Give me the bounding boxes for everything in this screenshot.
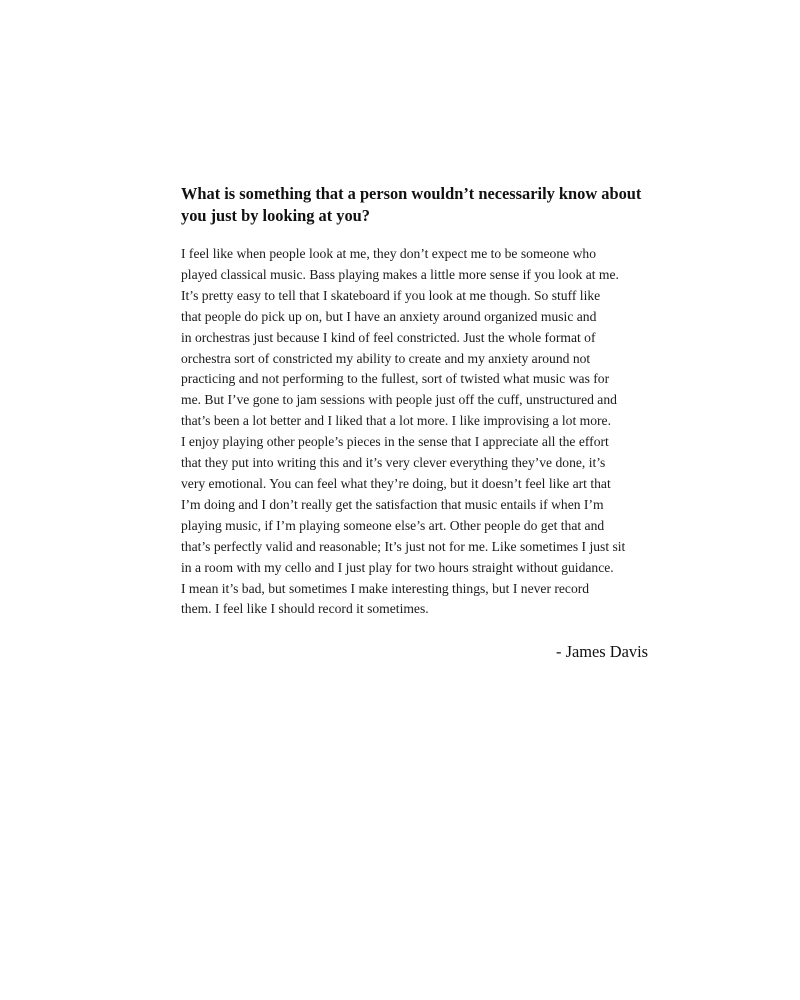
answer-line: them. I feel like I should record it sometimes.	[181, 601, 429, 617]
answer-line: I enjoy playing other people’s pieces in the sense that I appreciate all the effort	[181, 434, 609, 450]
answer-line: practicing and not performing to the fullest, sort of twisted what music was for	[181, 371, 610, 387]
answer-line: I feel like when people look at me, they don’t expect me to be someone who	[181, 246, 596, 261]
answer-line: that people do pick up on, but I have an anxiety around organized music and	[181, 308, 597, 324]
answer-line: I’m doing and I don’t really get the satisfaction that music entails if when I’m	[181, 496, 604, 512]
answer-line: that they put into writing this and it’s very clever everything they’ve done, it’s	[181, 455, 606, 471]
interview-question	[181, 183, 651, 227]
answer-line: playing music, if I’m playing someone else’s art. Other people do get that and	[181, 517, 605, 533]
answer-line: played classical music. Bass playing makes a little more sense if you look at me.	[181, 266, 619, 282]
answer-line: I mean it’s bad, but sometimes I make interesting things, but I never record	[181, 580, 590, 596]
answer-line: that’s been a lot better and I liked that a lot more. I like improvising a lot more.	[181, 413, 611, 429]
answer-line: in orchestras just because I kind of feel constricted. Just the whole format of	[181, 329, 596, 345]
question-line: What is something that a person wouldn’t necessarily know about	[181, 184, 642, 203]
document-page	[181, 183, 651, 663]
answer-line: that’s perfectly valid and reasonable; It’s just not for me. Like sometimes I just sit	[181, 538, 626, 554]
answer-line: me. But I’ve gone to jam sessions with people just off the cuff, unstructured and	[181, 392, 617, 408]
answer-line: very emotional. You can feel what they’re doing, but it doesn’t feel like art that	[181, 475, 611, 491]
answer-line: It’s pretty easy to tell that I skateboard if you look at me though. So stuff like	[181, 287, 601, 303]
attribution: - James Davis	[556, 642, 648, 662]
answer-line: in a room with my cello and I just play for two hours straight without guidance.	[181, 559, 614, 575]
answer-line: orchestra sort of constricted my ability to create and my anxiety around not	[181, 350, 591, 366]
question-line: you just by looking at you?	[181, 206, 370, 225]
interview-answer	[181, 244, 651, 620]
